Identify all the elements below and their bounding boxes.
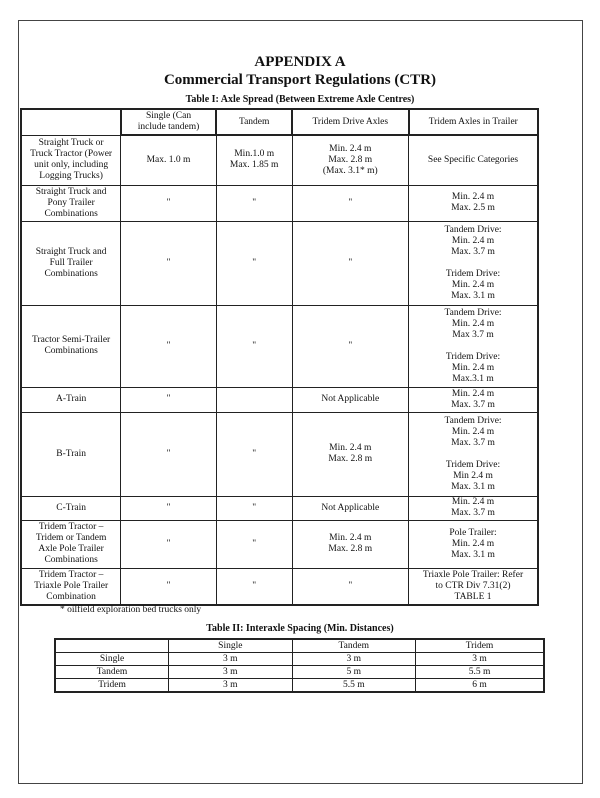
table1-row bbox=[21, 221, 538, 305]
table1-cell: " bbox=[121, 496, 217, 520]
table2-cell: 3 m bbox=[169, 666, 292, 679]
table1-cell: " bbox=[216, 221, 292, 305]
table1-cell: " bbox=[121, 305, 217, 387]
table2-cell: 5.5 m bbox=[416, 666, 544, 679]
table1-caption: Table I: Axle Spread (Between Extreme Axle Centres) bbox=[185, 94, 415, 105]
table1-cell: " bbox=[121, 387, 217, 412]
footnote: * oilfield exploration bed trucks only bbox=[60, 605, 202, 615]
table1-cell: " bbox=[121, 221, 217, 305]
table1-cell: See Specific Categories bbox=[409, 135, 538, 185]
table2-cell: 6 m bbox=[416, 679, 544, 693]
table1-cell: " bbox=[121, 568, 217, 605]
table2-cell: 5.5 m bbox=[292, 679, 416, 693]
table1-cell: " bbox=[292, 305, 409, 387]
table2-row-label: Tridem bbox=[55, 679, 169, 693]
table2-header-cell: Single bbox=[169, 639, 292, 653]
table1-cell: " bbox=[216, 412, 292, 496]
table1-cell: Min. 2.4 m Max. 2.8 m (Max. 3.1* m) bbox=[292, 135, 409, 185]
table1-row bbox=[21, 520, 538, 568]
table1-cell: " bbox=[292, 221, 409, 305]
table1-row bbox=[21, 496, 538, 520]
table1-cell: " bbox=[216, 520, 292, 568]
table1-cell: Min.1.0 m Max. 1.85 m bbox=[216, 135, 292, 185]
table1-header-row bbox=[21, 109, 538, 135]
table1-cell: " bbox=[292, 185, 409, 221]
table1-cell: Max. 1.0 m bbox=[121, 135, 217, 185]
table1-row-label: C-Train bbox=[21, 496, 121, 520]
table1-header-cell: Single (Can include tandem) bbox=[121, 109, 217, 135]
document-title: Commercial Transport Regulations (CTR) bbox=[163, 72, 437, 88]
table1-cell: Tandem Drive: Min. 2.4 m Max 3.7 m Tridem Drive: Min. 2.4 m Max.3.1 m bbox=[409, 305, 538, 387]
table2-cell: 3 m bbox=[292, 653, 416, 666]
table1-cell: Tandem Drive: Min. 2.4 m Max. 3.7 m Tridem Drive: Min. 2.4 m Max. 3.1 m bbox=[409, 221, 538, 305]
table1-cell: " bbox=[216, 568, 292, 605]
table1-cell: Min. 2.4 m Max. 2.5 m bbox=[409, 185, 538, 221]
table1-cell: Min. 2.4 m Max. 2.8 m bbox=[292, 520, 409, 568]
table2-row bbox=[55, 666, 544, 679]
table2-header-cell: Tridem bbox=[416, 639, 544, 653]
table1-cell: Not Applicable bbox=[292, 496, 409, 520]
table2-cell: 3 m bbox=[169, 653, 292, 666]
table1-row-label: Tridem Tractor – Triaxle Pole Trailer Combination bbox=[21, 568, 121, 605]
table1-cell bbox=[216, 387, 292, 412]
table1-row-label: Straight Truck and Full Trailer Combinations bbox=[21, 221, 121, 305]
table1-header-cell: Tridem Drive Axles bbox=[292, 109, 409, 135]
table1-cell: Min. 2.4 m Max. 3.7 m bbox=[409, 496, 538, 520]
table1-row-label: Straight Truck and Pony Trailer Combinations bbox=[21, 185, 121, 221]
table2-header-row bbox=[55, 639, 544, 653]
table1-header-cell: Tridem Axles in Trailer bbox=[409, 109, 538, 135]
table1-cell: " bbox=[216, 185, 292, 221]
table1-cell: Pole Trailer: Min. 2.4 m Max. 3.1 m bbox=[409, 520, 538, 568]
table2-caption: Table II: Interaxle Spacing (Min. Distances) bbox=[206, 623, 394, 634]
interaxle-spacing-table bbox=[54, 638, 545, 693]
table2-row bbox=[55, 679, 544, 693]
table2-header-cell: Tandem bbox=[292, 639, 416, 653]
table1-row bbox=[21, 387, 538, 412]
table1-cell: " bbox=[121, 520, 217, 568]
table1-cell: Min. 2.4 m Max. 2.8 m bbox=[292, 412, 409, 496]
table1-row bbox=[21, 305, 538, 387]
table1-row-label: Tridem Tractor – Tridem or Tandem Axle Pole Trailer Combinations bbox=[21, 520, 121, 568]
table1-cell: Min. 2.4 m Max. 3.7 m bbox=[409, 387, 538, 412]
table1-cell: Tandem Drive: Min. 2.4 m Max. 3.7 m Tridem Drive: Min 2.4 m Max. 3.1 m bbox=[409, 412, 538, 496]
table1-cell: Triaxle Pole Trailer: Refer to CTR Div 7.31(2) TABLE 1 bbox=[409, 568, 538, 605]
table2-header-cell bbox=[55, 639, 169, 653]
table2-row-label: Single bbox=[55, 653, 169, 666]
table1-row-label: B-Train bbox=[21, 412, 121, 496]
table1-cell: " bbox=[121, 412, 217, 496]
table2-cell: 3 m bbox=[416, 653, 544, 666]
table2-cell: 3 m bbox=[169, 679, 292, 693]
table2-cell: 5 m bbox=[292, 666, 416, 679]
table1-cell: " bbox=[216, 305, 292, 387]
table1-cell: " bbox=[216, 496, 292, 520]
table2-row-label: Tandem bbox=[55, 666, 169, 679]
table1-row bbox=[21, 135, 538, 185]
table1-row bbox=[21, 412, 538, 496]
table1-row bbox=[21, 568, 538, 605]
table1-row-label: A-Train bbox=[21, 387, 121, 412]
table2-row bbox=[55, 653, 544, 666]
table1-header-cell: Tandem bbox=[216, 109, 292, 135]
table1-cell: Not Applicable bbox=[292, 387, 409, 412]
table1-header-cell bbox=[21, 109, 121, 135]
table1-row-label: Straight Truck or Truck Tractor (Power unit only, including Logging Trucks) bbox=[21, 135, 121, 185]
axle-spread-table bbox=[20, 108, 539, 606]
table1-cell: " bbox=[292, 568, 409, 605]
table1-row-label: Tractor Semi-Trailer Combinations bbox=[21, 305, 121, 387]
table1-cell: " bbox=[121, 185, 217, 221]
appendix-heading: APPENDIX A bbox=[254, 54, 346, 70]
table1-row bbox=[21, 185, 538, 221]
